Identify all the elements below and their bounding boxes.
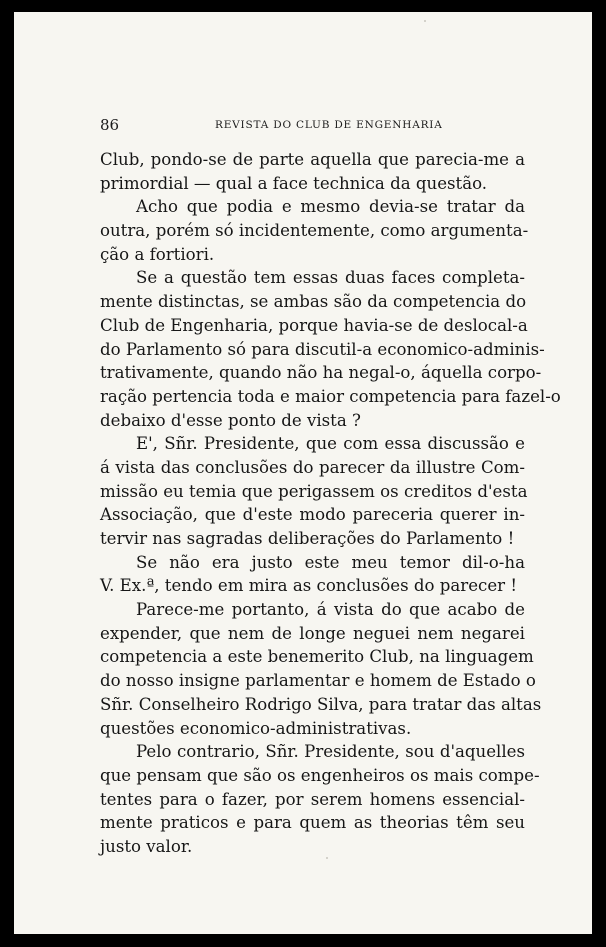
paper-speck bbox=[326, 857, 328, 859]
text-line: que pensam que são os engenheiros os mais compe- bbox=[100, 765, 540, 785]
text-line: justo valor. bbox=[100, 836, 193, 856]
text-line: trativamente, quando não ha negal-o, áquella corpo- bbox=[100, 363, 542, 383]
text-line: Club de Engenharia, porque havia-se de deslocal-a bbox=[100, 315, 528, 335]
paper-speck bbox=[424, 20, 426, 22]
text-line: Se não era justo este meu temor dil-o-ha bbox=[136, 552, 525, 572]
text-line: V. Ex.ª, tendo em mira as conclusões do parecer ! bbox=[100, 576, 518, 596]
text-line: ração pertencia toda e maior competencia para fazel-o bbox=[100, 386, 561, 406]
text-line: E', Sñr. Presidente, que com essa discussão e bbox=[136, 434, 525, 454]
text-line: ção a fortiori. bbox=[100, 244, 215, 264]
book-page bbox=[14, 12, 592, 934]
body-text bbox=[100, 148, 561, 859]
text-line: Se a questão tem essas duas faces completa- bbox=[136, 268, 525, 288]
text-line: do Parlamento só para discutil-a economico-adminis- bbox=[100, 339, 545, 359]
text-line: tervir nas sagradas deliberações do Parlamento ! bbox=[100, 529, 515, 548]
text-line: questões economico-administrativas. bbox=[100, 718, 412, 738]
running-title: REVISTA DO CLUB DE ENGENHARIA bbox=[215, 119, 443, 131]
text-line: Club, pondo-se de parte aquella que parecia-me a bbox=[100, 150, 525, 169]
text-line: Sñr. Conselheiro Rodrigo Silva, para tratar das altas bbox=[100, 694, 542, 714]
text-line: mente distinctas, se ambas são da competencia do bbox=[100, 292, 527, 312]
text-line: Acho que podia e mesmo devia-se tratar da bbox=[136, 197, 525, 217]
text-line: Parece-me portanto, á vista do que acabo de bbox=[136, 600, 525, 620]
text-line: do nosso insigne parlamentar e homem de Estado o bbox=[100, 671, 536, 691]
text-line: á vista das conclusões do parecer da illustre Com- bbox=[100, 457, 525, 477]
text-line: expender, que nem de longe neguei nem negarei bbox=[100, 623, 525, 643]
text-line: missão eu temia que perigassem os creditos d'esta bbox=[100, 481, 528, 501]
text-line: competencia a este benemerito Club, na linguagem bbox=[100, 647, 534, 667]
text-line: outra, porém só incidentemente, como argumenta- bbox=[100, 221, 529, 241]
text-line: debaixo d'esse ponto de vista ? bbox=[100, 410, 361, 430]
page-header bbox=[100, 116, 525, 140]
text-line: tentes para o fazer, por serem homens essencial- bbox=[100, 789, 525, 809]
text-line: Associação, que d'este modo pareceria querer in- bbox=[100, 505, 525, 525]
text-line: mente praticos e para quem as theorias têm seu bbox=[100, 813, 525, 833]
text-line: Pelo contrario, Sñr. Presidente, sou d'aquelles bbox=[136, 742, 525, 762]
text-line: primordial — qual a face technica da questão. bbox=[100, 173, 488, 193]
page-number: 86 bbox=[100, 116, 120, 134]
